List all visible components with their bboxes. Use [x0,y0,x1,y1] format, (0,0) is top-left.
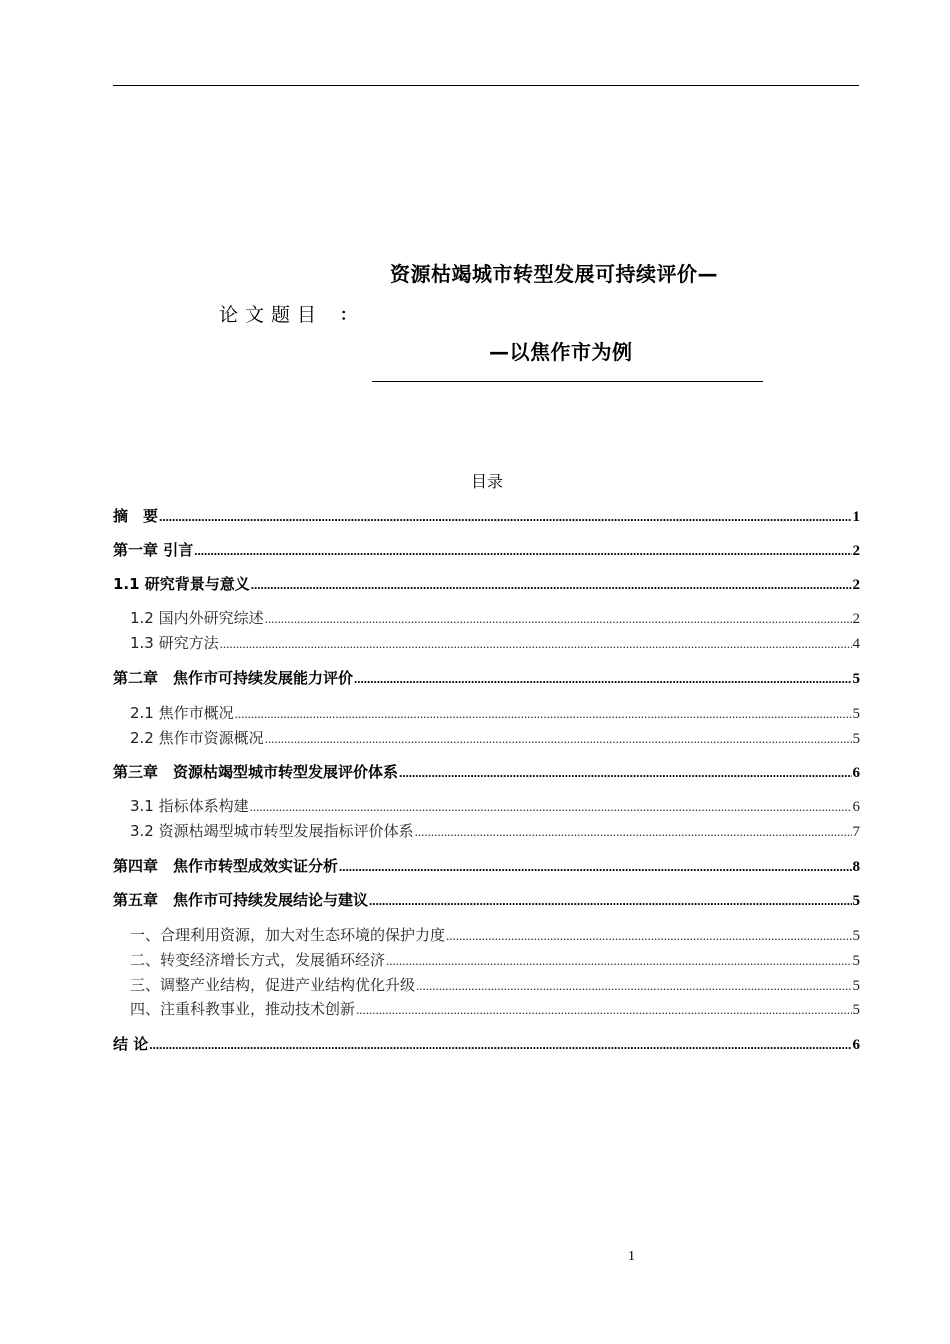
toc-entry-title: 四、注重科教事业，推动技术创新 [130,1000,356,1018]
toc-entry-title: 1.2 国内外研究综述 [130,609,264,627]
toc-entry[interactable] [113,632,860,654]
toc-entry-title: 三、调整产业结构，促进产业结构优化升级 [130,976,416,994]
toc-entry-title: 一、合理利用资源，加大对生态环境的保护力度 [130,926,446,944]
toc-entry-page: 7 [852,824,860,840]
toc-entry-title: 二、转变经济增长方式，发展循环经济 [130,951,386,969]
toc-entry[interactable] [113,795,860,817]
toc-entry[interactable] [113,727,860,749]
toc-leader-dots [354,671,851,687]
toc-entry-title: 1.1 研究背景与意义 [113,575,250,593]
toc-entry[interactable] [113,505,860,527]
toc-entry-page: 2 [852,577,860,593]
toc-leader-dots [220,636,852,652]
toc-leader-dots [149,1037,851,1053]
toc-entry[interactable] [113,702,860,724]
toc-entry-title: 第三章 资源枯竭型城市转型发展评价体系 [113,763,399,781]
header-rule [113,85,859,86]
toc-entry-title: 1.3 研究方法 [130,634,219,652]
toc-entry[interactable] [113,539,860,561]
toc-leader-dots [265,611,852,627]
toc-entry-title: 结 论 [113,1035,149,1053]
toc-entry-page: 2 [852,543,860,559]
toc-entry[interactable] [113,924,860,946]
toc-entry-page: 5 [852,953,860,969]
toc-leader-dots [386,953,851,969]
toc-entry-page: 5 [852,706,860,722]
toc-leader-dots [251,577,852,593]
toc-entry-title: 2.2 焦作市资源概况 [130,729,264,747]
toc-entry[interactable] [113,949,860,971]
toc-leader-dots [416,978,851,994]
toc-leader-dots [446,928,851,944]
toc-entry-title: 第一章 引言 [113,541,194,559]
toc-entry-title: 3.1 指标体系构建 [130,797,249,815]
toc-entry-page: 6 [852,765,860,781]
toc-entry-title: 第四章 焦作市转型成效实证分析 [113,857,339,875]
toc-entry-page: 5 [852,1002,860,1018]
toc-leader-dots [369,893,851,909]
thesis-title-label: 论文题目 [219,304,324,326]
toc-entry-page: 5 [852,978,860,994]
toc-entry[interactable] [113,974,860,996]
toc-entry-page: 5 [852,928,860,944]
toc-entry-title: 第二章 焦作市可持续发展能力评价 [113,669,354,687]
toc-entry[interactable] [113,889,860,911]
thesis-title-line-2: —以焦作市为例 [489,340,633,364]
toc-entry-page: 6 [852,799,860,815]
toc-entry-page: 4 [852,636,860,652]
toc-leader-dots [265,731,852,747]
toc-leader-dots [356,1002,851,1018]
toc-entry-page: 8 [852,859,860,875]
toc-entry-page: 5 [852,893,860,909]
toc-entry[interactable] [113,761,860,783]
toc-leader-dots [339,859,851,875]
toc-entry-page: 5 [852,671,860,687]
page-number: 1 [628,1249,635,1264]
toc-leader-dots [159,509,851,525]
toc-entry[interactable] [113,667,860,689]
toc-entry-page: 2 [852,611,860,627]
thesis-title-line-1: 资源枯竭城市转型发展可持续评价— [390,262,718,286]
toc-entry[interactable] [113,820,860,842]
toc-leader-dots [250,799,852,815]
toc-leader-dots [415,824,852,840]
toc-entry-page: 5 [852,731,860,747]
toc-entry[interactable] [113,607,860,629]
toc-entry-title: 2.1 焦作市概况 [130,704,234,722]
toc-entry-page: 1 [852,509,860,525]
toc-leader-dots [194,543,851,559]
toc-entry-title: 3.2 资源枯竭型城市转型发展指标评价体系 [130,822,414,840]
toc-heading: 目录 [470,474,503,491]
toc-entry-page: 6 [852,1037,860,1053]
toc-leader-dots [235,706,852,722]
toc-entry[interactable] [113,855,860,877]
toc-entry-title: 第五章 焦作市可持续发展结论与建议 [113,891,369,909]
toc-entry-title: 摘 要 [113,507,159,525]
title-underline [372,381,763,382]
toc-entry[interactable] [113,998,860,1020]
toc-entry[interactable] [113,1033,860,1055]
thesis-title-colon: ： [340,305,357,324]
toc-leader-dots [399,765,851,781]
toc-entry[interactable] [113,573,860,595]
